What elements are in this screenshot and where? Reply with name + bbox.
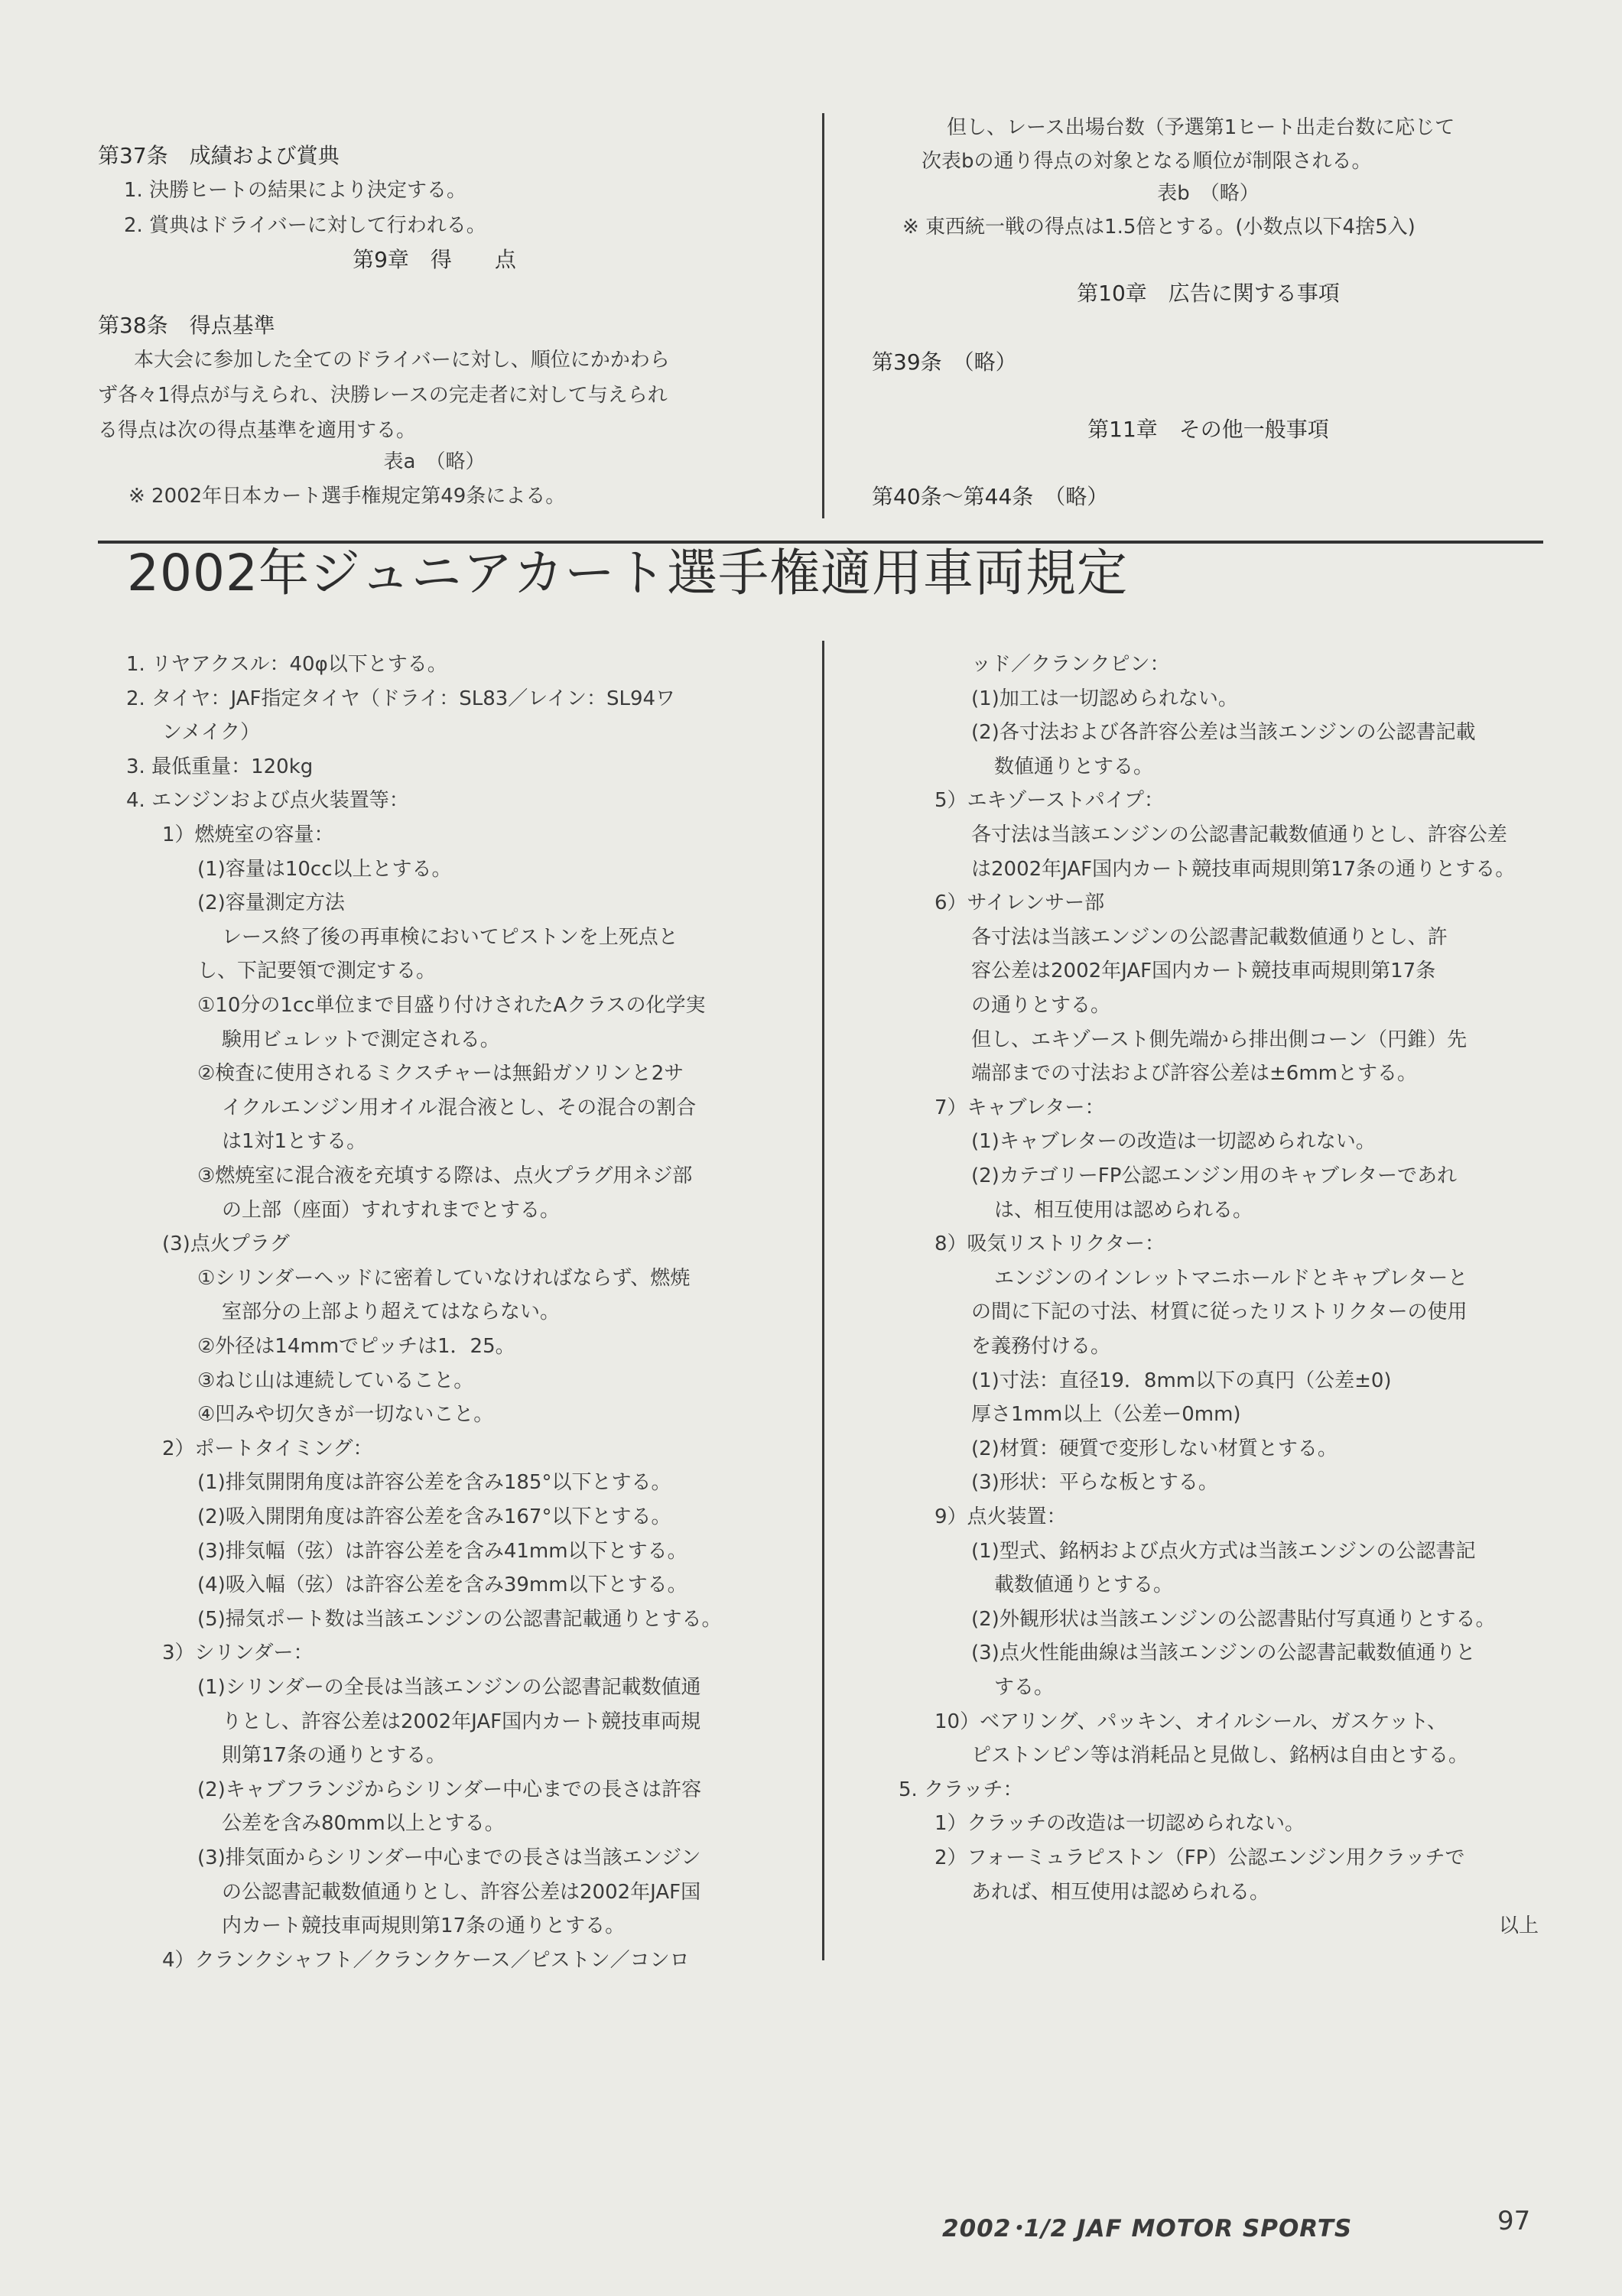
regulation-right-line: 5）エキゾーストパイプ： (935, 789, 1164, 812)
regulation-right-line: (2)材質：硬質で変形しない材質とする。 (971, 1437, 1338, 1460)
note-a: ※ 2002年日本カート選手権規定第49条による。 (128, 485, 566, 508)
regulation-right-line: 8）吸気リストリクター： (935, 1232, 1165, 1255)
regulation-right-line: (3)点火性能曲線は当該エンジンの公認書記載数値通りと (971, 1642, 1476, 1664)
footer-publication: 2002･1/2 JAF MOTOR SPORTS (942, 2215, 1353, 2242)
table-b-reference: 表b （略） (1157, 182, 1260, 205)
article-38-text: 本大会に参加した全てのドライバーに対し、順位にかかわら (134, 349, 670, 372)
regulation-right-line: 容公差は2002年JAF国内カート競技車両規則第17条 (971, 960, 1436, 982)
regulation-right-line: を義務付ける。 (971, 1335, 1111, 1358)
regulation-left-line: 2. タイヤ：JAF指定タイヤ（ドライ：SL83／レイン：SL94ワ (126, 687, 676, 710)
regulation-right-line: ピストンピン等は消耗品と見做し、銘柄は自由とする。 (971, 1744, 1469, 1767)
regulation-left-line: 則第17条の通りとする。 (222, 1744, 447, 1767)
regulation-right-line: (3)形状：平らな板とする。 (971, 1471, 1218, 1494)
regulation-left-line: (3)排気幅（弦）は許容公差を含み41mm以下とする。 (197, 1540, 687, 1563)
article-37-item-2: 2. 賞典はドライバーに対して行われる。 (124, 214, 486, 237)
regulation-right-line: 9）点火装置： (935, 1505, 1067, 1528)
regulation-left-line: 3）シリンダー： (162, 1642, 314, 1664)
regulation-left-line: イクルエンジン用オイル混合液とし、その混合の割合 (222, 1096, 697, 1119)
regulation-right-line: は、相互使用は認められる。 (994, 1199, 1253, 1222)
regulation-left-line: ンメイク） (162, 721, 261, 744)
regulation-right-line: ッド／クランクピン： (971, 653, 1170, 676)
regulation-right-line: する。 (994, 1676, 1055, 1699)
regulation-left-line: ①シリンダーヘッドに密着していなければならず、燃焼 (197, 1267, 691, 1290)
regulation-right-line: 数値通りとする。 (994, 755, 1154, 778)
regulation-right-line: 5. クラッチ： (899, 1778, 1023, 1801)
regulation-right-line: 載数値通りとする。 (994, 1573, 1174, 1596)
regulation-left-line: ②外径は14mmでピッチは1．25。 (197, 1335, 515, 1358)
chapter-10-heading: 第10章 広告に関する事項 (1077, 281, 1340, 306)
regulation-right-line: 1）クラッチの改造は一切認められない。 (935, 1812, 1305, 1835)
top-column-divider (822, 113, 824, 518)
regulation-left-line: 公差を含み80mm以上とする。 (222, 1812, 505, 1835)
body-column-divider (822, 641, 824, 1960)
regulation-right-line: 各寸法は当該エンジンの公認書記載数値通りとし、許 (971, 926, 1448, 949)
regulation-left-line: (1)排気開閉角度は許容公差を含み185°以下とする。 (197, 1471, 671, 1494)
page-number: 97 (1497, 2206, 1531, 2236)
note-b: ※ 東西統一戦の得点は1.5倍とする。(小数点以下4捨5入) (902, 216, 1416, 239)
regulation-right-line: (1)キャブレターの改造は一切認められない。 (971, 1130, 1376, 1153)
regulation-left-line: 1. リヤアクスル：40φ以下とする。 (126, 653, 447, 676)
regulation-left-line: (3)点火プラグ (162, 1232, 290, 1255)
regulation-right-line: の間に下記の寸法、材質に従ったリストリクターの使用 (971, 1301, 1468, 1323)
regulation-left-line: の上部（座面）すれすれまでとする。 (222, 1199, 561, 1222)
regulation-right-line: 以上 (1499, 1914, 1539, 1937)
regulation-left-line: 4）クランクシャフト／クランクケース／ピストン／コンロ (162, 1949, 690, 1972)
chapter-11-heading: 第11章 その他一般事項 (1087, 417, 1329, 442)
section-title: 2002年ジュニアカート選手権適用車両規定 (127, 544, 1128, 602)
points-restriction-text: 但し、レース出場台数（予選第1ヒート出走台数に応じて (947, 116, 1455, 139)
regulation-right-line: 10）ベアリング、パッキン、オイルシール、ガスケット、 (935, 1710, 1447, 1733)
regulation-left-line: ①10分の1cc単位まで目盛り付けされたAクラスの化学実 (197, 994, 706, 1017)
regulation-right-line: 7）キャブレター： (935, 1096, 1105, 1119)
regulation-right-line: (1)型式、銘柄および点火方式は当該エンジンの公認書記 (971, 1540, 1476, 1563)
regulation-right-line: 各寸法は当該エンジンの公認書記載数値通りとし、許容公差 (971, 823, 1507, 846)
regulation-right-line: (1)寸法：直径19．8mm以下の真円（公差±0) (971, 1369, 1392, 1392)
regulation-left-line: ③燃焼室に混合液を充填する際は、点火プラグ用ネジ部 (197, 1164, 693, 1187)
regulation-right-line: (1)加工は一切認められない。 (971, 687, 1238, 710)
regulation-left-line: 3. 最低重量：120kg (126, 755, 314, 778)
regulation-right-line: 厚さ1mm以上（公差ー0mm) (971, 1403, 1241, 1426)
article-38-text: ず各々1得点が与えられ、決勝レースの完走者に対して与えられ (98, 384, 668, 407)
regulation-right-line: は2002年JAF国内カート競技車両規則第17条の通りとする。 (971, 858, 1516, 881)
regulation-right-line: あれば、相互使用は認められる。 (971, 1881, 1270, 1904)
regulation-left-line: ②検査に使用されるミクスチャーは無鉛ガソリンと2サ (197, 1062, 684, 1085)
article-38-title: 第38条 得点基準 (98, 313, 275, 338)
regulation-right-line: 但し、エキゾースト側先端から排出側コーン（円錐）先 (971, 1028, 1468, 1051)
regulation-left-line: (1)容量は10cc以上とする。 (197, 858, 452, 881)
regulation-right-line: 2）フォーミュラピストン（FP）公認エンジン用クラッチで (935, 1846, 1465, 1869)
article-38-text: る得点は次の得点基準を適用する。 (98, 419, 417, 442)
regulation-left-line: (4)吸入幅（弦）は許容公差を含み39mm以下とする。 (197, 1573, 687, 1596)
regulation-left-line: 室部分の上部より超えてはならない。 (222, 1301, 561, 1323)
regulation-left-line: し、下記要領で測定する。 (197, 960, 437, 982)
regulation-right-line: (2)外観形状は当該エンジンの公認書貼付写真通りとする。 (971, 1608, 1496, 1631)
regulation-left-line: 2）ポートタイミング： (162, 1437, 373, 1460)
regulation-left-line: (1)シリンダーの全長は当該エンジンの公認書記載数値通 (197, 1676, 701, 1699)
regulation-left-line: は1対1とする。 (222, 1130, 367, 1153)
regulation-left-line: (2)容量測定方法 (197, 891, 345, 914)
regulation-left-line: りとし、許容公差は2002年JAF国内カート競技車両規 (222, 1710, 701, 1733)
regulation-right-line: エンジンのインレットマニホールドとキャブレターと (994, 1267, 1468, 1290)
regulation-right-line: の通りとする。 (971, 994, 1111, 1017)
regulation-left-line: 1）燃焼室の容量： (162, 823, 334, 846)
chapter-9-heading: 第9章 得 点 (353, 247, 516, 272)
table-a-reference: 表a （略） (383, 450, 486, 473)
regulation-right-line: 端部までの寸法および許容公差は±6mmとする。 (971, 1062, 1417, 1085)
regulation-left-line: (3)排気面からシリンダー中心までの長さは当該エンジン (197, 1846, 701, 1869)
regulation-left-line: の公認書記載数値通りとし、許容公差は2002年JAF国 (222, 1881, 701, 1904)
regulation-left-line: 4. エンジンおよび点火装置等： (126, 789, 409, 812)
regulation-left-line: レース終了後の再車検においてピストンを上死点と (222, 926, 678, 949)
regulation-left-line: (2)キャブフランジからシリンダー中心までの長さは許容 (197, 1778, 702, 1801)
article-37-title: 第37条 成績および賞典 (98, 143, 340, 168)
regulation-right-line: 6）サイレンサー部 (935, 891, 1105, 914)
articles-40-44: 第40条～第44条 （略） (872, 484, 1109, 509)
regulation-left-line: ③ねじ山は連続していること。 (197, 1369, 474, 1392)
regulation-right-line: (2)カテゴリーFP公認エンジン用のキャブレターであれ (971, 1164, 1458, 1187)
regulation-left-line: 内カート競技車両規則第17条の通りとする。 (222, 1914, 626, 1937)
regulation-right-line: (2)各寸法および各許容公差は当該エンジンの公認書記載 (971, 721, 1476, 744)
article-37-item-1: 1. 決勝ヒートの結果により決定する。 (124, 179, 467, 202)
article-39: 第39条 （略） (872, 349, 1017, 375)
regulation-left-line: (2)吸入開閉角度は許容公差を含み167°以下とする。 (197, 1505, 671, 1528)
regulation-left-line: (5)掃気ポート数は当該エンジンの公認書記載通りとする。 (197, 1608, 722, 1631)
regulation-left-line: 験用ビュレットで測定される。 (222, 1028, 500, 1051)
points-restriction-text: 次表bの通り得点の対象となる順位が制限される。 (922, 150, 1372, 173)
regulation-left-line: ④凹みや切欠きが一切ないこと。 (197, 1403, 494, 1426)
